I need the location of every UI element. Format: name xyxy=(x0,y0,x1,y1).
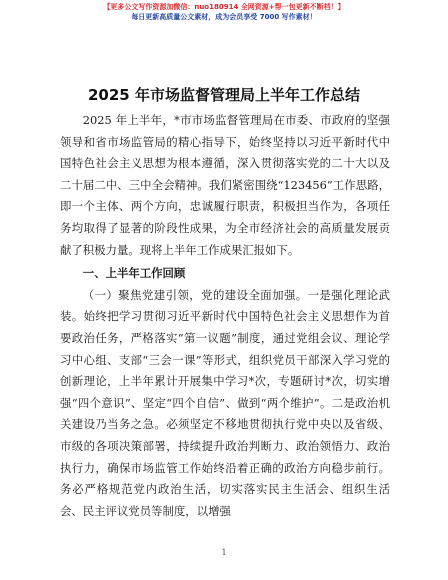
page-number: 1 xyxy=(221,548,227,557)
promo-line-2: 每日更新高质量公文素材，成为会员享受 7000 写作素材！ xyxy=(131,13,317,21)
promo-banner xyxy=(0,2,448,22)
intro-paragraph: 2025 年上半年，*市市场监督管理局在市委、市政府的坚强领导和省市场监管局的精心指导下，始终坚持以习近平新时代中国特色社会主义思想为根本遵循，深入贯彻落实党的二十大以及二十届二中、三中全会精神。我们紧密围绕“123456”工作思路，即一个主体、两个方向，忠诚履行职责，积极担当作为，各项任务均取得了显著的阶段性成果，为全市经济社会的高质量发展贡献了积极力量。现将上半年工作成果汇报如下。 xyxy=(60,113,390,257)
document-body xyxy=(60,110,390,522)
promo-line-1: 【更多公文写作资源加微信：nuo180914 全网资源+帮一包更新不断档！】 xyxy=(103,3,345,11)
section-paragraph: （一）聚焦党建引领，党的建设全面加强。一是强化理论武装。始终把学习贯彻习近平新时代中国特色社会主义思想作为首要政治任务，严格落实“第一议题”制度，通过党组会议、理论学习中心组、支部“三会一课”等形式，组织党员干部深入学习党的创新理论，上半年累计开展集中学习*次，专题研讨*次，切实增强“四个意识”、坚定“四个自信”、做到“两个维护”。二是政治机关建设乃当务之急。必须坚定不移地贯彻执行党中央以及省级、市级的各项决策部署，持续提升政治判断力、政治领悟力、政治执行力，确保市场监管工作始终沿着正确的政治方向稳步前行。务必严格规范党内政治生活，切实落实民主生活会、组织生活会、民主评议党员等制度，以增强 xyxy=(60,287,390,518)
document-title: 2025 年市场监督管理局上半年工作总结 xyxy=(88,86,360,104)
section-heading: 一、上半年工作回顾 xyxy=(82,266,186,281)
